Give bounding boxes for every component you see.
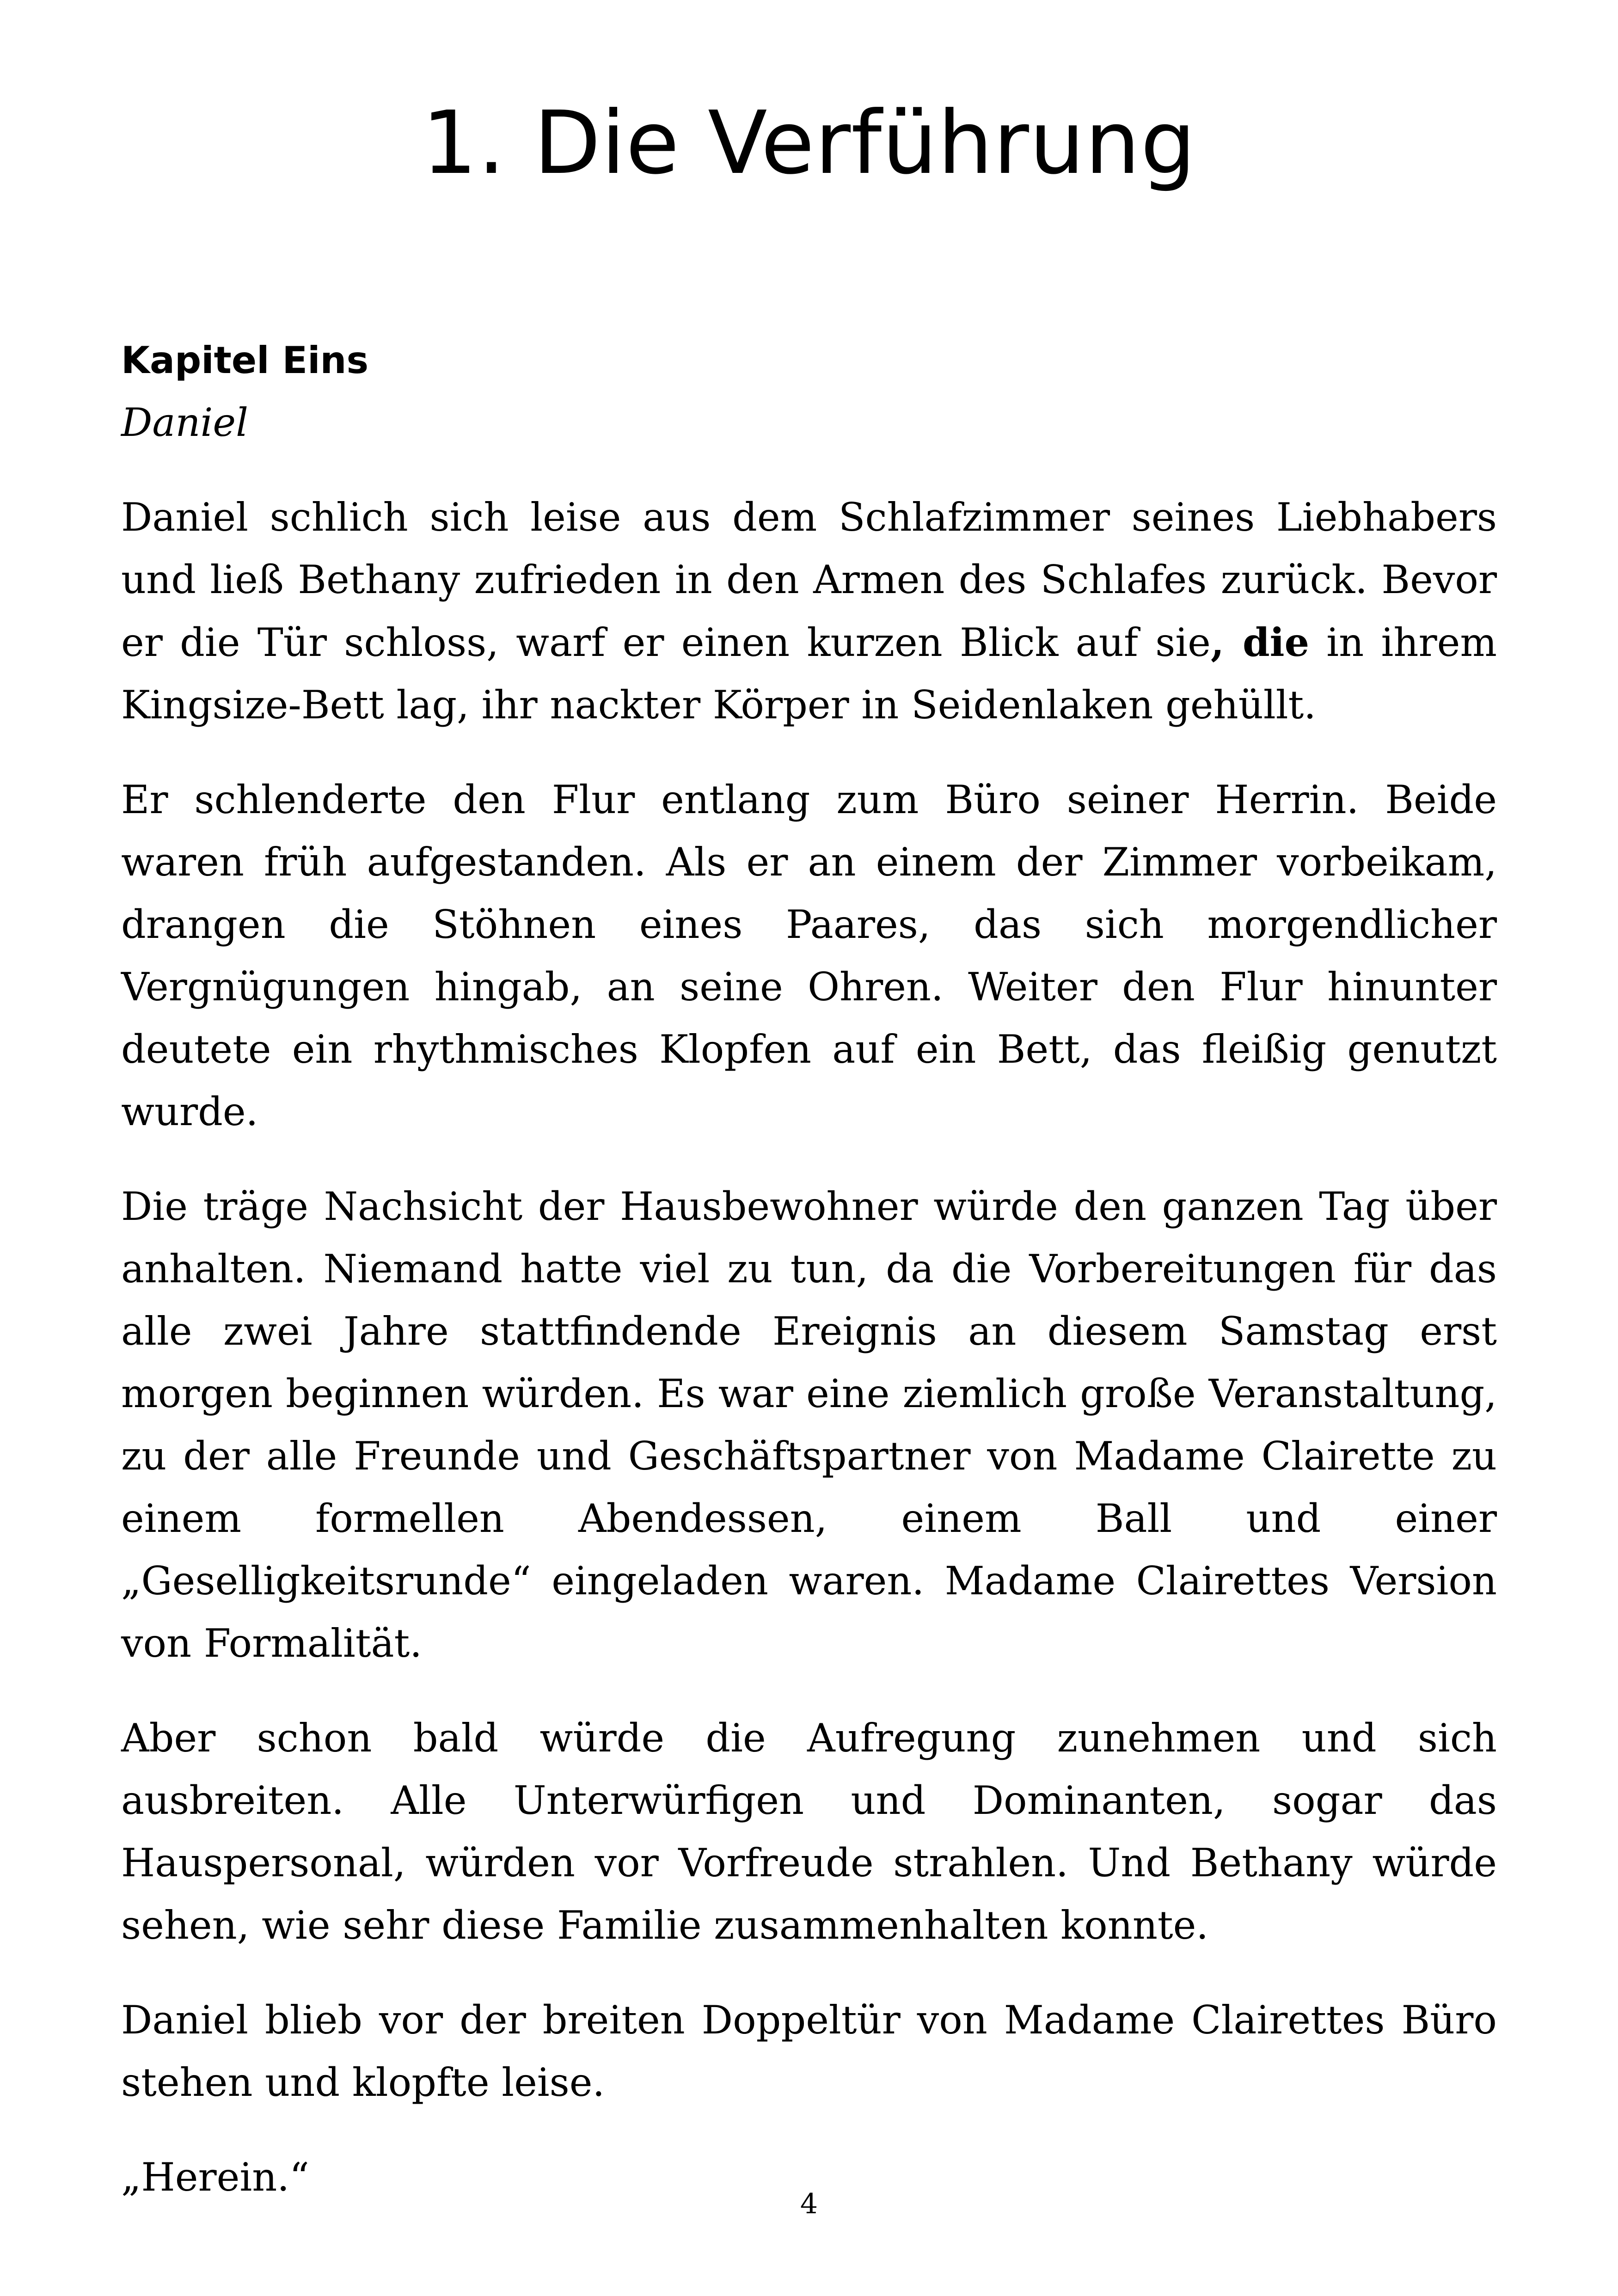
paragraph-3: Die träge Nachsicht der Hausbewohner würde den ganzen Tag über anhalten. Niemand hatte viel zu tun, da die Vorbereitungen für das alle zwei Jahre stattfindende Ereignis an diesem Samstag erst morgen beginnen würden. Es war eine ziemlich große Veranstaltung, zu der alle Freunde und Geschäftspartner von Madame Clairette zu einem formellen Abendessen, einem Ball und einer „Geselligkeitsrunde“ eingeladen waren. Madame Clairettes Version von Formalität. <box>121 1184 1497 1666</box>
section-heading: Kapitel Eins <box>121 339 369 382</box>
paragraph-1-text-b: in ihrem Kingsize-Bett lag, ihr nackter Körper in Seidenlaken gehüllt. <box>121 620 1497 728</box>
chapter-title: 1. Die Verführung <box>422 92 1196 194</box>
paragraph-1-bold-text: , die <box>1210 619 1310 665</box>
paragraph-2: Er schlenderte den Flur entlang zum Büro seiner Herrin. Beide waren früh aufgestanden. Als er an einem der Zimmer vorbeikam, drangen die Stöhnen eines Paares, das sich morgendlicher Vergnügungen hingab, an seine Ohren. Weiter den Flur hinunter deutete ein rhythmisches Klopfen auf ein Bett, das fleißig genutzt wurde. <box>121 777 1497 1134</box>
paragraph-6: „Herein.“ <box>121 2155 309 2200</box>
chapter-body <box>121 329 1497 2209</box>
paragraph-1-text-a: Daniel schlich sich leise aus dem Schlafzimmer seines Liebhabers und ließ Bethany zufrieden in den Armen des Schlafes zurück. Bevor er die Tür schloss, warf er einen kurzen Blick auf sie <box>121 495 1497 665</box>
pov-character-name: Daniel <box>121 400 248 445</box>
paragraph-1 <box>121 486 1497 736</box>
paragraph-4: Aber schon bald würde die Aufregung zunehmen und sich ausbreiten. Alle Unterwürfigen und Dominanten, sogar das Hauspersonal, würden vor Vorfreude strahlen. Und Bethany würde sehen, wie sehr diese Familie zusammenhalten konnte. <box>121 1715 1497 1948</box>
paragraph-5: Daniel blieb vor der breiten Doppeltür von Madame Clairettes Büro stehen und klopfte leise. <box>121 1997 1497 2105</box>
page-number: 4 <box>800 2188 818 2220</box>
